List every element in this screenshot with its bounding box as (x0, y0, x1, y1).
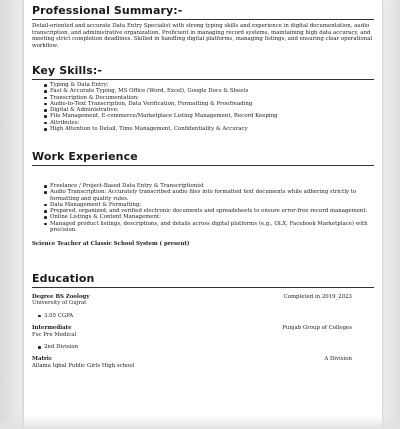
education-divider (32, 287, 374, 288)
right-page-edge (382, 0, 400, 429)
left-page-edge (0, 0, 24, 429)
list-item: Freelance / Project-Based Data Entry & Transcriptionist (50, 183, 374, 189)
experience-section (32, 150, 374, 248)
list-item: Audio-to-Text Transcription, Data Verification, Formatting & Proofreading (50, 101, 374, 107)
list-item: Prepared, organized, and verified electronic documents and spreadsheets to ensure error-free record management. (50, 208, 374, 214)
list-item: Transcription & Documentation: (50, 95, 374, 101)
education-grade: A Division (324, 356, 352, 363)
list-item: File Management, E-commerce/Marketplace Listing Management, Record Keeping (50, 113, 374, 119)
teacher-position: Science Teacher at Classic School System ( present) (32, 241, 190, 248)
skills-heading: Key Skills:- (32, 64, 103, 77)
education-title: Matric (32, 356, 53, 363)
summary-section (32, 4, 374, 49)
list-item: Typing & Data Entry: (50, 82, 374, 88)
education-title: Intermediate (32, 325, 72, 332)
list-item: Data Management & Formatting: (50, 202, 374, 208)
experience-list (32, 183, 374, 233)
summary-heading: Professional Summary:- (32, 4, 183, 17)
list-item: Audio Transcription: Accurately transcribed audio files into formatted text documents while adhering strictly to formatting and quality rules. (50, 189, 374, 202)
education-date: Completed in 2019_2023 (283, 294, 352, 300)
list-item: Digital & Administrative: (50, 107, 374, 113)
education-institution: Allama Iqbal Public Girls High school (32, 362, 135, 369)
education-entry-intermediate (32, 325, 374, 350)
experience-heading: Work Experience (32, 150, 138, 163)
education-result: 3.05 CGPA (32, 313, 374, 319)
list-item: Fast & Accurate Typing, MS Office (Word, Excel), Google Docs & Sheets (50, 88, 374, 94)
education-section (32, 272, 374, 369)
summary-divider (32, 19, 374, 20)
skills-section (32, 64, 374, 132)
summary-text: Detail-oriented and accurate Data Entry Specialist with strong typing skills and experience in digital documentation, audio transcription, and administrative organization. Proficient in managing record systems, maintaining high data accuracy, and meeting strict completion deadlines. Skilled in handling digital platforms, managing listings, and ensuring clear operational workflow. (32, 23, 373, 49)
skills-divider (32, 79, 374, 80)
education-heading: Education (32, 272, 95, 285)
skills-list (32, 82, 374, 132)
list-item: High Attention to Detail, Time Management, Confidentiality & Accuracy (50, 126, 374, 132)
education-institution: University of Gujrat (32, 300, 87, 307)
education-result: 2nd Division (32, 344, 374, 350)
list-item: Managed product listings, descriptions, and details across digital platforms (e.g., OLX, Facebook Marketplace) with precision. (50, 221, 374, 234)
education-institution-right: Punjab Group of Colleges (282, 325, 352, 332)
bottom-shadow (0, 415, 400, 429)
education-entry-matric (32, 356, 374, 369)
list-item: Online Listings & Content Management: (50, 214, 374, 220)
education-program: Fsc Pre Medical (32, 331, 77, 338)
resume-page (24, 0, 382, 429)
experience-divider (32, 165, 374, 166)
education-title: Degree BS Zoology (32, 294, 90, 300)
list-item: Attributes: (50, 120, 374, 126)
education-entry-degree (32, 294, 374, 319)
